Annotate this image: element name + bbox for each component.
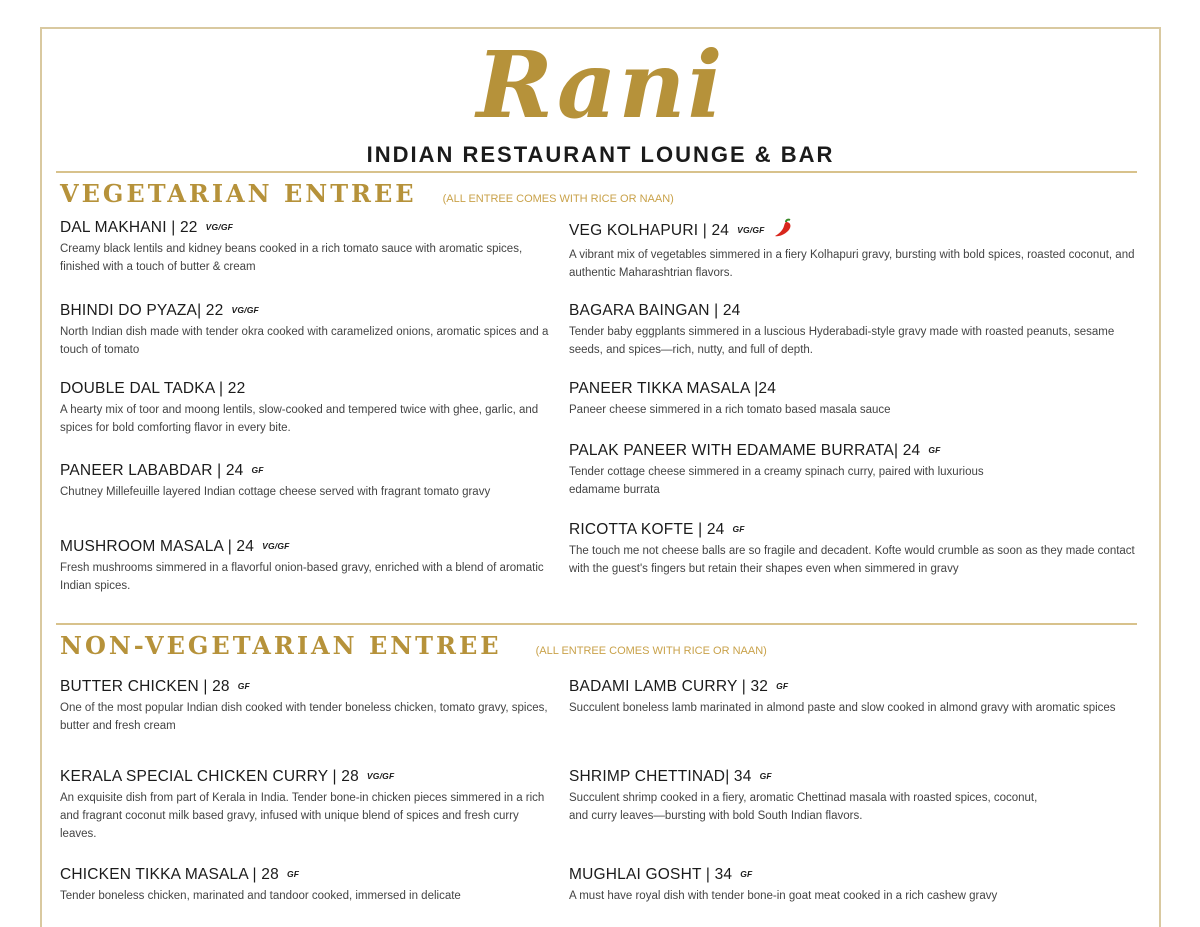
item-description: Creamy black lentils and kidney beans cooked in a rich tomato sauce with aromatic spices, finished with a touch of butter & cream xyxy=(60,243,523,273)
diet-badge: VG/GF xyxy=(737,225,765,235)
item-description: The touch me not cheese balls are so fragile and decadent. Kofte would crumble as soon as they made contact with the guest's fingers but retain their shapes even when simmered in gravy xyxy=(569,545,1135,575)
item-name: VEG KOLHAPURI | 24 xyxy=(569,222,730,239)
menu-item xyxy=(60,865,555,905)
diet-badge: GF xyxy=(759,771,772,781)
diet-badge: GF xyxy=(251,465,264,475)
diet-badge: VG/GF xyxy=(231,305,259,315)
chili-pepper-icon xyxy=(773,218,795,243)
menu-item xyxy=(569,218,1144,282)
section-title: NON-VEGETARIAN ENTREE xyxy=(60,631,502,660)
menu-page xyxy=(40,27,1161,927)
menu-item xyxy=(60,677,555,735)
item-name: MUGHLAI GOSHT | 34 xyxy=(569,866,733,883)
item-description: One of the most popular Indian dish cooked with tender boneless chicken, tomato gravy, spices, butter and fresh cream xyxy=(60,702,548,732)
item-description: A vibrant mix of vegetables simmered in a fiery Kolhapuri gravy, bursting with bold spices, roasted coconut, and authentic Maharashtrian flavors. xyxy=(569,249,1135,279)
divider xyxy=(56,171,1137,173)
menu-item xyxy=(60,301,555,359)
item-name: MUSHROOM MASALA | 24 xyxy=(60,538,255,555)
item-description: Chutney Millefeuille layered Indian cottage cheese served with fragrant tomato gravy xyxy=(60,486,491,498)
item-name: PANEER TIKKA MASALA |24 xyxy=(569,380,777,397)
item-name: DAL MAKHANI | 22 xyxy=(60,219,198,236)
menu-item xyxy=(60,379,555,437)
item-name: RICOTTA KOFTE | 24 xyxy=(569,521,725,538)
diet-badge: GF xyxy=(286,869,300,879)
item-description: A must have royal dish with tender bone-in goat meat cooked in a rich cashew gravy xyxy=(569,890,998,902)
menu-item xyxy=(569,767,1049,825)
section-note: (ALL ENTREE COMES WITH RICE OR NAAN) xyxy=(535,645,767,657)
menu-item xyxy=(60,218,555,276)
item-name: PANEER LABABDAR | 24 xyxy=(60,462,244,479)
menu-item xyxy=(60,767,555,843)
item-description: North Indian dish made with tender okra cooked with caramelized onions, aromatic spices and a touch of tomato xyxy=(60,326,549,356)
diet-badge: VG/GF xyxy=(262,541,290,551)
item-name: PALAK PANEER WITH EDAMAME BURRATA| 24 xyxy=(569,442,921,459)
menu-item xyxy=(569,865,1144,905)
restaurant-logo: Rani xyxy=(476,31,725,139)
item-name: CHICKEN TIKKA MASALA | 28 xyxy=(60,866,279,883)
menu-item xyxy=(569,441,1029,499)
menu-item xyxy=(569,379,1144,419)
item-name: BHINDI DO PYAZA| 22 xyxy=(60,302,224,319)
item-name: DOUBLE DAL TADKA | 22 xyxy=(60,380,246,397)
item-name: BADAMI LAMB CURRY | 32 xyxy=(569,678,769,695)
section-note: (ALL ENTREE COMES WITH RICE OR NAAN) xyxy=(442,193,674,205)
diet-badge: GF xyxy=(776,681,789,691)
item-name: KERALA SPECIAL CHICKEN CURRY | 28 xyxy=(60,768,359,785)
menu-item xyxy=(569,301,1144,359)
menu-item xyxy=(60,537,555,595)
item-description: Tender boneless chicken, marinated and tandoor cooked, immersed in delicate xyxy=(60,890,461,902)
diet-badge: VG/GF xyxy=(205,222,234,232)
diet-badge: GF xyxy=(928,445,941,455)
restaurant-tagline: INDIAN RESTAURANT LOUNGE & BAR xyxy=(366,142,835,167)
diet-badge: GF xyxy=(237,681,250,691)
item-description: A hearty mix of toor and moong lentils, slow-cooked and tempered twice with ghee, garlic, and spices for bold comforting flavor in every bite. xyxy=(60,404,539,434)
menu-item xyxy=(569,520,1144,578)
section-title: VEGETARIAN ENTREE xyxy=(60,179,417,208)
section-header-vegetarian xyxy=(60,179,674,208)
item-name: BUTTER CHICKEN | 28 xyxy=(60,678,230,695)
item-name: BAGARA BAINGAN | 24 xyxy=(569,302,741,319)
diet-badge: GF xyxy=(740,869,753,879)
menu-item xyxy=(569,677,1144,717)
item-description: An exquisite dish from part of Kerala in India. Tender bone-in chicken pieces simmered in a rich and fragrant coconut milk based gravy, infused with unique blend of spices and fresh curry leaves. xyxy=(60,792,545,840)
divider xyxy=(56,623,1137,625)
section-header-non-vegetarian xyxy=(60,631,767,660)
menu-item xyxy=(60,461,555,501)
item-description: Fresh mushrooms simmered in a flavorful onion-based gravy, enriched with a blend of aromatic Indian spices. xyxy=(60,562,544,592)
item-description: Paneer cheese simmered in a rich tomato based masala sauce xyxy=(569,404,891,416)
item-description: Succulent boneless lamb marinated in almond paste and slow cooked in almond gravy with aromatic spices xyxy=(569,702,1116,714)
diet-badge: GF xyxy=(732,524,745,534)
item-description: Succulent shrimp cooked in a fiery, aromatic Chettinad masala with roasted spices, coconut, and curry leaves—bursting with bold South Indian flavors. xyxy=(569,792,1038,822)
item-name: SHRIMP CHETTINAD| 34 xyxy=(569,768,752,785)
diet-badge: VG/GF xyxy=(366,771,395,781)
item-description: Tender baby eggplants simmered in a luscious Hyderabadi-style gravy made with roasted peanuts, sesame seeds, and spices—rich, nutty, and full of depth. xyxy=(569,326,1115,356)
item-description: Tender cottage cheese simmered in a creamy spinach curry, paired with luxurious edamame burrata xyxy=(569,466,984,496)
